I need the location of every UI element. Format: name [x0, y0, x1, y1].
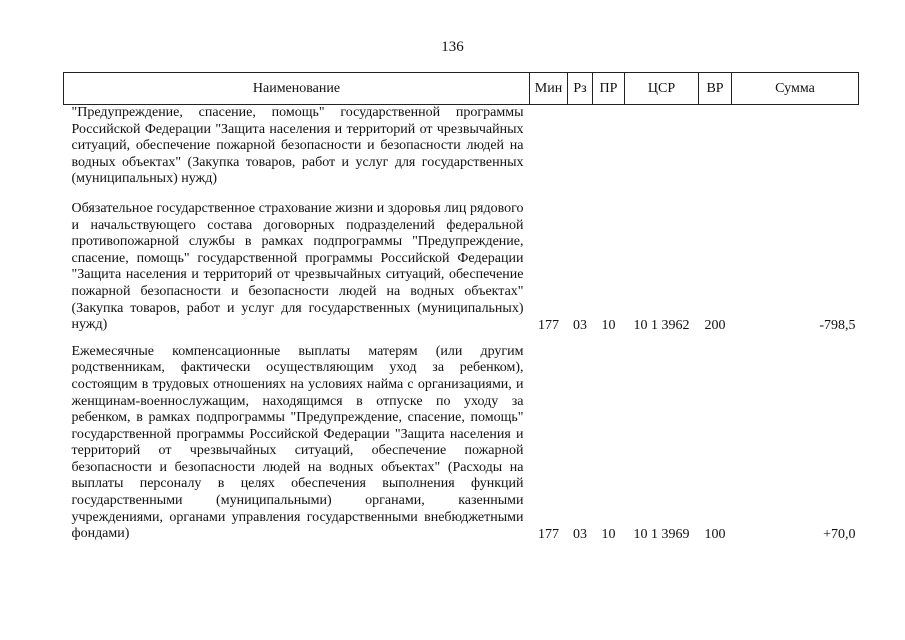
header-name: Наименование: [64, 73, 530, 105]
header-rz: Рз: [568, 73, 593, 105]
header-pr: ПР: [593, 73, 625, 105]
header-csr: ЦСР: [625, 73, 699, 105]
row-min: 177: [538, 317, 559, 333]
table-header: [64, 73, 859, 105]
budget-table: [63, 72, 859, 546]
row-min: 177: [538, 526, 559, 542]
row-pr: 10: [601, 317, 616, 333]
row-rz: 03: [573, 317, 587, 333]
table-row: [64, 337, 859, 546]
row-csr: 10 1 3962: [633, 317, 690, 333]
header-vr: ВР: [699, 73, 732, 105]
row-rz: 03: [573, 526, 587, 542]
row-csr: [625, 105, 699, 194]
row-pr: 10: [601, 526, 616, 542]
header-min: Мин: [530, 73, 568, 105]
page-number: 136: [441, 39, 464, 55]
row-sum: +70,0: [823, 526, 856, 542]
row-min: [530, 105, 568, 194]
table-row: [64, 194, 859, 337]
row-vr: 200: [704, 317, 726, 333]
row-vr: 100: [704, 526, 726, 542]
row-name: Обязательное государственное страхование жизни и здоровья лиц рядового и начальствующего состава договорных подразделений федеральной противопожарной службы в рамках подпрограммы "Предупреждение, спасение, помощь" государственной программы Российской Федерации "Защита населения и территорий от чрезвычайных ситуаций, обеспечение пожарной безопасности и безопасности людей на водных объектах" (Закупка товаров, работ и услуг для государственных (муниципальных) нужд): [71, 200, 524, 333]
row-csr: 10 1 3969: [633, 526, 690, 542]
header-sum: Сумма: [732, 73, 859, 105]
row-pr: [593, 105, 625, 194]
row-sum: -798,5: [819, 317, 856, 333]
row-sum: [732, 105, 859, 194]
table-row: [64, 105, 859, 194]
row-name: "Предупреждение, спасение, помощь" государственной программы Российской Федерации "Защита населения и территорий от чрезвычайных ситуаций, обеспечение пожарной безопасности и безопасности людей на водных объектах" (Закупка товаров, работ и услуг для государственных (муниципальных) нужд): [71, 105, 524, 187]
row-rz: [568, 105, 593, 194]
row-name: Ежемесячные компенсационные выплаты матерям (или другим родственникам, фактически осуществляющим уход за ребенком), состоящим в трудовых отношениях на условиях найма с организациями, и женщинам-военнослужащим, находящимся в отпуске по уходу за ребенком, в рамках подпрограммы "Предупреждение, спасение, помощь" государственной программы Российской Федерации "Защита населения и территорий от чрезвычайных ситуаций, обеспечение пожарной безопасности и безопасности людей на водных объектах" (Расходы на выплаты персоналу в целях обеспечения выполнения функций государственными (муниципальными) органами, казенными учреждениями, органами управления государственными внебюджетными фондами): [71, 343, 524, 542]
row-vr: [699, 105, 732, 194]
